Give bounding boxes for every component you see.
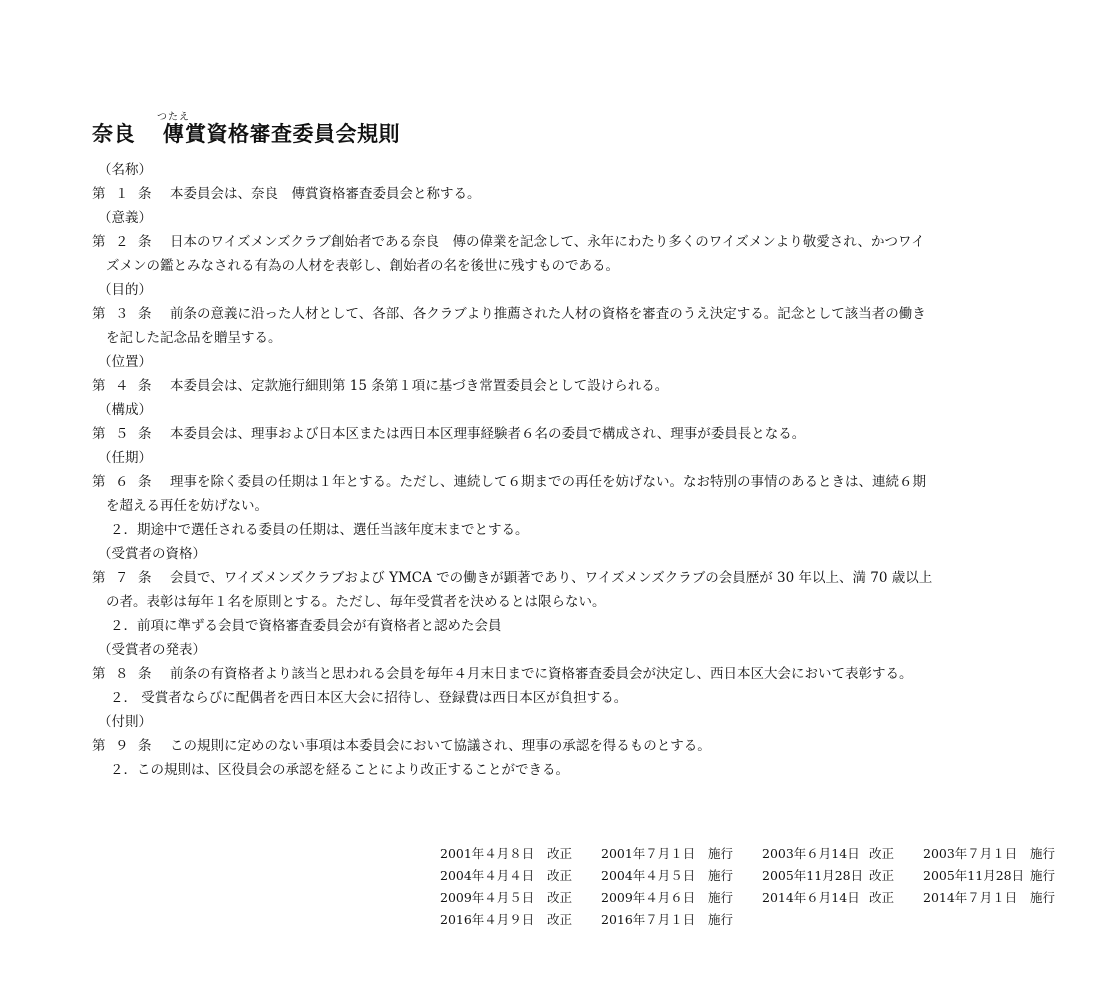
article-body-continuation: を超える再任を妨げない。: [106, 498, 268, 514]
section-heading: （意義）: [98, 210, 152, 226]
history-entry: [762, 865, 923, 887]
article-number-part: ３: [115, 306, 129, 322]
document-title: [92, 112, 400, 148]
article-number-part: ７: [115, 570, 129, 586]
article-body: 本委員会は、理事および日本区または西日本区理事経験者６名の委員で構成され、理事が委員長となる。: [170, 426, 806, 442]
history-entry: [440, 865, 601, 887]
article-body: 本委員会は、定款施行細則第 15 条第１項に基づき常置委員会として設けられる。: [170, 378, 669, 394]
history-action: 改正: [869, 868, 895, 883]
article-number-part: 第: [92, 378, 106, 394]
history-entry: [601, 865, 762, 887]
article-body: 前条の有資格者より該当と思われる会員を毎年４月末日までに資格審査委員会が決定し、西日本区大会において表彰する。: [170, 666, 913, 682]
article-number-part: 第: [92, 234, 106, 250]
article-number: [92, 374, 161, 398]
history-date: 2003年７月１日: [923, 846, 1018, 861]
article-number-part: ９: [115, 738, 129, 754]
article-number-part: １: [115, 186, 129, 202]
history-action: 施行: [1030, 890, 1056, 905]
article-number-part: ５: [115, 426, 129, 442]
history-entry: [923, 843, 1084, 865]
history-date: 2016年４月９日: [440, 912, 535, 927]
article: [92, 662, 1032, 686]
article-number-part: 第: [92, 474, 106, 490]
title-rest: 賞資格審査委員会規則: [185, 122, 400, 146]
article-sub-clause: ２．前項に準ずる会員で資格審査委員会が有資格者と認めた会員: [110, 618, 502, 634]
history-action: 改正: [547, 912, 573, 927]
history-action: 施行: [1030, 868, 1056, 883]
history-entry: [923, 865, 1084, 887]
history-row: [440, 843, 1084, 865]
article-body: 日本のワイズメンズクラブ創始者である奈良 傳の偉業を記念して、永年にわたり多くのワイズメンより敬愛され、かつワイ: [170, 234, 925, 250]
article-number: [92, 470, 161, 494]
section-heading: （位置）: [98, 354, 152, 370]
history-action: 施行: [708, 846, 734, 861]
article-number-part: 第: [92, 426, 106, 442]
article-sub-clause: ２．この規則は、区役員会の承認を経ることにより改正することができる。: [110, 762, 569, 778]
article-number-part: 条: [138, 186, 152, 202]
article-body-continuation: の者。表彰は毎年１名を原則とする。ただし、毎年受賞者を決めるとは限らない。: [106, 594, 606, 610]
history-row: [440, 865, 1084, 887]
history-action: 施行: [708, 868, 734, 883]
title-furigana: つたえ: [157, 112, 190, 123]
history-entry: [440, 843, 601, 865]
article-body: この規則に定めのない事項は本委員会において協議され、理事の承認を得るものとする。: [170, 738, 711, 754]
section-heading: （目的）: [98, 282, 152, 298]
history-action: 施行: [708, 890, 734, 905]
history-row: [440, 909, 1084, 931]
history-date: 2004年４月５日: [601, 868, 696, 883]
article-number-part: 第: [92, 666, 106, 682]
history-date: 2009年４月５日: [440, 890, 535, 905]
title-prefix: 奈良: [92, 122, 135, 146]
article: [92, 566, 1032, 614]
history-action: 改正: [547, 890, 573, 905]
section-heading: （付則）: [98, 714, 152, 730]
section-heading: （受賞者の発表）: [98, 642, 206, 658]
history-date: 2001年７月１日: [601, 846, 696, 861]
article-number-part: 条: [138, 378, 152, 394]
history-action: 施行: [708, 912, 734, 927]
article-number-part: 条: [138, 666, 152, 682]
article-body: 会員で、ワイズメンズクラブおよび YMCA での働きが顕著であり、ワイズメンズクラブの会員歴が 30 年以上、満 70 歳以上: [170, 570, 933, 586]
history-date: 2005年11月28日: [923, 868, 1025, 883]
history-action: 施行: [1030, 846, 1056, 861]
article-sub-clause: ２． 受賞者ならびに配偶者を西日本区大会に招待し、登録費は西日本区が負担する。: [110, 690, 628, 706]
article-body: 本委員会は、奈良 傳賞資格審査委員会と称する。: [170, 186, 481, 202]
article-number-part: 第: [92, 306, 106, 322]
article-body-continuation: ズメンの鑑とみなされる有為の人材を表彰し、創始者の名を後世に残すものである。: [106, 258, 619, 274]
article: [92, 734, 1032, 758]
history-action: 改正: [869, 846, 895, 861]
article-number-part: 条: [138, 426, 152, 442]
article-body: 前条の意義に沿った人材として、各部、各クラブより推薦された人材の資格を審査のうえ決定する。記念として該当者の働き: [170, 306, 926, 322]
article-number: [92, 734, 161, 758]
revision-history: [440, 843, 1084, 931]
section-heading: （構成）: [98, 402, 152, 418]
article: [92, 470, 1032, 518]
article: [92, 374, 1032, 398]
article-body: 理事を除く委員の任期は１年とする。ただし、連続して６期までの再任を妨げない。なお特別の事情のあるときは、連続６期: [170, 474, 926, 490]
document-title-block: [92, 112, 400, 148]
history-entry: [762, 887, 923, 909]
article-number-part: 条: [138, 474, 152, 490]
articles-list: [92, 158, 1032, 782]
article-number-part: 第: [92, 570, 106, 586]
article-number-part: 条: [138, 306, 152, 322]
history-date: 2001年４月８日: [440, 846, 535, 861]
history-entry: [601, 909, 762, 931]
article-number-part: 第: [92, 738, 106, 754]
history-action: 改正: [547, 868, 573, 883]
article-number-part: ２: [115, 234, 129, 250]
section-heading: （任期）: [98, 450, 152, 466]
history-date: 2005年11月28日: [762, 868, 864, 883]
history-entry: [601, 843, 762, 865]
article-number-part: ４: [115, 378, 129, 394]
section-heading: （名称）: [98, 162, 152, 178]
history-date: 2014年７月１日: [923, 890, 1018, 905]
article: [92, 230, 1032, 278]
article-number: [92, 182, 161, 206]
title-ruby: [157, 112, 190, 146]
history-date: 2016年７月１日: [601, 912, 696, 927]
history-entry: [762, 843, 923, 865]
history-entry: [440, 909, 601, 931]
article-number-part: 第: [92, 186, 106, 202]
article-number: [92, 566, 161, 590]
article-number-part: 条: [138, 234, 152, 250]
article: [92, 182, 1032, 206]
history-entry: [923, 887, 1084, 909]
article-number-part: ６: [115, 474, 129, 490]
history-date: 2003年６月14日: [762, 846, 860, 861]
history-date: 2009年４月６日: [601, 890, 696, 905]
history-entry: [440, 887, 601, 909]
article-number: [92, 302, 161, 326]
history-action: 改正: [869, 890, 895, 905]
title-ruby-base: 傳: [157, 122, 190, 146]
article-number-part: 条: [138, 570, 152, 586]
history-entry: [601, 887, 762, 909]
article-sub-clause: ２．期途中で選任される委員の任期は、選任当該年度末までとする。: [110, 522, 529, 538]
article-body-continuation: を記した記念品を贈呈する。: [106, 330, 282, 346]
history-row: [440, 887, 1084, 909]
article: [92, 422, 1032, 446]
article-number: [92, 230, 161, 254]
history-date: 2004年４月４日: [440, 868, 535, 883]
history-action: 改正: [547, 846, 573, 861]
article-number: [92, 422, 161, 446]
section-heading: （受賞者の資格）: [98, 546, 206, 562]
history-date: 2014年６月14日: [762, 890, 860, 905]
article-number-part: 条: [138, 738, 152, 754]
article: [92, 302, 1032, 350]
article-number-part: ８: [115, 666, 129, 682]
article-number: [92, 662, 161, 686]
